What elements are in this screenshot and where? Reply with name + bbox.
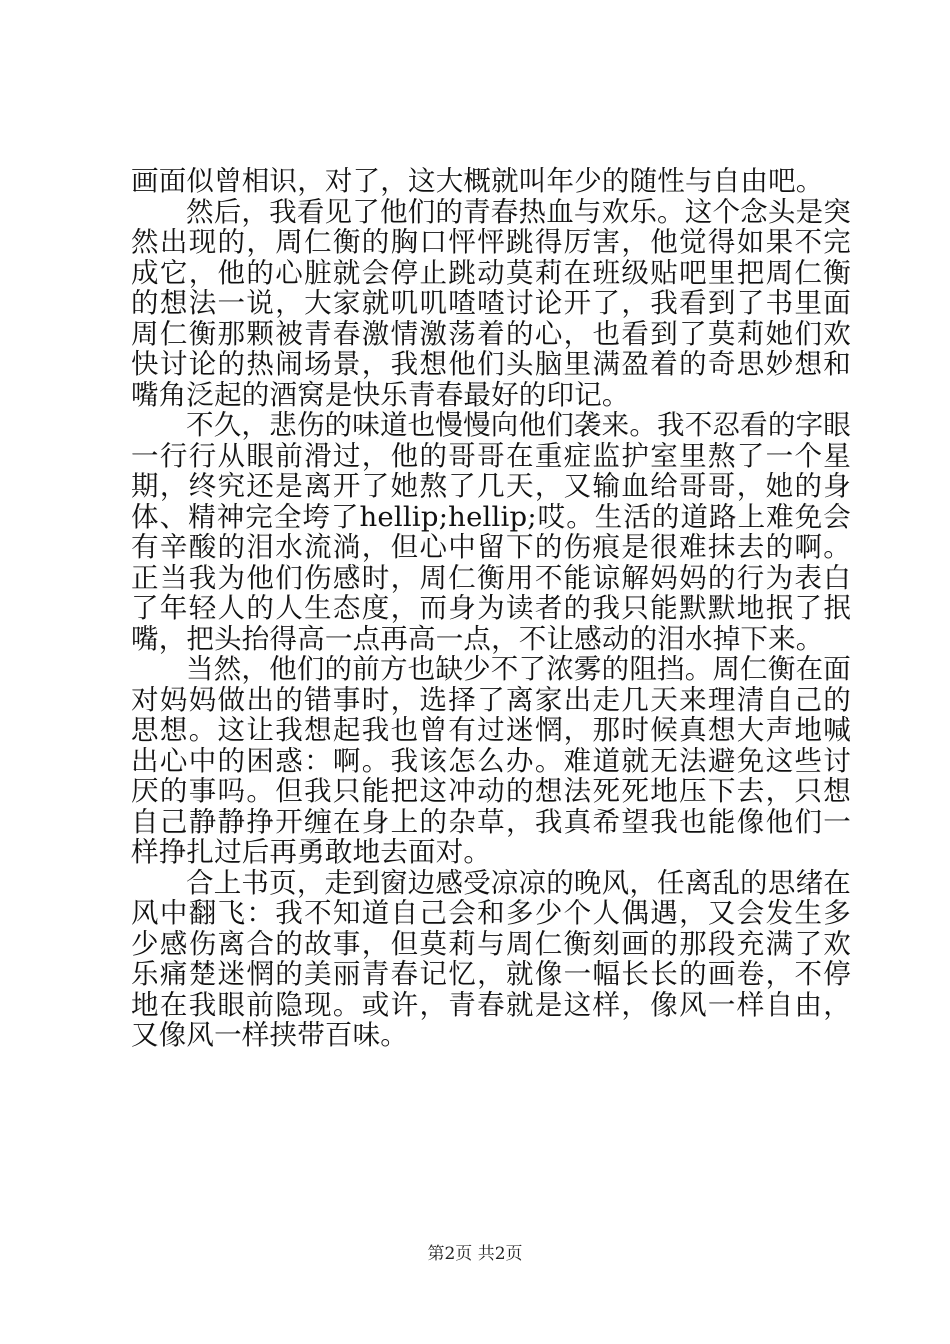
page-footer: 第2页 共2页 [427,1244,523,1264]
paragraph-2: 然后，我看见了他们的青春热血与欢乐。这个念头是突然出现的，周仁衡的胸口怦怦跳得厉害，他觉得如果不完成它，他的心脏就会停止跳动莫莉在班级贴吧里把周仁衡的想法一说，大家就叽叽喳喳讨论开了，我看到了书里面周仁衡那颗被青春激情激荡着的心，也看到了莫莉她们欢快讨论的热闹场景，我想他们头脑里满盈着的奇思妙想和嘴角泛起的酒窝是快乐青春最好的印记。 [131,195,851,411]
paragraph-3: 不久，悲伤的味道也慢慢向他们袭来。我不忍看的字眼一行行从眼前滑过，他的哥哥在重症监护室里熬了一个星期，终究还是离开了她熬了几天，又输血给哥哥，她的身体、精神完全垮了hellip;hellip;哎。生活的道路上难免会有辛酸的泪水流淌，但心中留下的伤痕是很难抹去的啊。正当我为他们伤感时，周仁衡用不能谅解妈妈的行为表白了年轻人的人生态度，而身为读者的我只能默默地抿了抿嘴，把头抬得高一点再高一点，不让感动的泪水掉下来。 [131,409,851,655]
paragraph-4: 当然，他们的前方也缺少不了浓雾的阻挡。周仁衡在面对妈妈做出的错事时，选择了离家出走几天来理清自己的思想。这让我想起我也曾有过迷惘，那时候真想大声地喊出心中的困惑：啊。我该怎么办。难道就无法避免这些讨厌的事吗。但我只能把这冲动的想法死死地压下去，只想自己静静挣开缠在身上的杂草，我真希望我也能像他们一样挣扎过后再勇敢地去面对。 [131,653,851,868]
text-body [131,166,851,1051]
paragraph-1: 画面似曾相识，对了，这大概就叫年少的随性与自由吧。 [131,165,824,197]
paragraph-5: 合上书页，走到窗边感受凉凉的晚风，任离乱的思绪在风中翻飞：我不知道自己会和多少个人偶遇，又会发生多少感伤离合的故事，但莫莉与周仁衡刻画的那段充满了欢乐痛楚迷惘的美丽青春记忆，就像一幅长长的画卷，不停地在我眼前隐现。或许，青春就是这样，像风一样自由，又像风一样挟带百味。 [131,866,851,1051]
